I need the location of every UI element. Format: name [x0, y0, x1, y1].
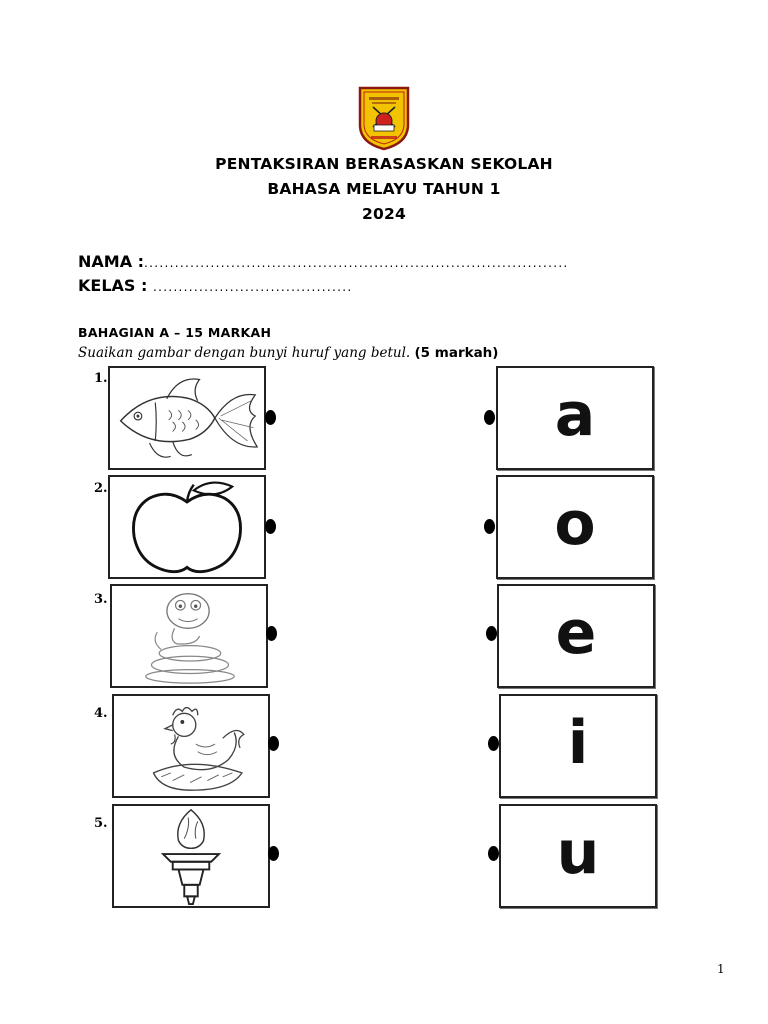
- letter-e: e: [555, 598, 597, 668]
- apple-icon: [110, 477, 264, 577]
- question-number: 5.: [94, 816, 108, 831]
- nama-label: NAMA :: [78, 252, 145, 271]
- nama-dots: ...................................................................................: [144, 256, 569, 270]
- connector-dot[interactable]: [484, 410, 495, 425]
- connector-dot[interactable]: [488, 846, 499, 861]
- school-logo: [357, 85, 411, 151]
- apple-picture: [108, 475, 266, 579]
- connector-dot[interactable]: [488, 736, 499, 751]
- instruction: [78, 345, 498, 361]
- kelas-dots: .......................................: [152, 280, 353, 294]
- question-number: 2.: [94, 481, 108, 496]
- letter-card[interactable]: [497, 584, 655, 688]
- connector-dot[interactable]: [486, 626, 497, 641]
- page-number: 1: [717, 962, 725, 976]
- letter-a: a: [554, 380, 596, 450]
- connector-dot[interactable]: [265, 410, 276, 425]
- fish-icon: [110, 368, 264, 468]
- snake-picture: [110, 584, 268, 688]
- kelas-field[interactable]: [78, 276, 352, 295]
- instruction-marks: (5 markah): [414, 345, 499, 361]
- hen-icon: [114, 696, 268, 796]
- title-year: 2024: [362, 205, 406, 223]
- kelas-label: KELAS :: [78, 276, 148, 295]
- letter-card[interactable]: [496, 475, 654, 579]
- letter-card[interactable]: [496, 366, 654, 470]
- hen-picture: [112, 694, 270, 798]
- connector-dot[interactable]: [484, 519, 495, 534]
- connector-dot[interactable]: [268, 736, 279, 751]
- letter-card[interactable]: [499, 694, 657, 798]
- torch-icon: [114, 806, 268, 906]
- question-number: 1.: [94, 371, 108, 386]
- letter-u: u: [556, 818, 600, 888]
- section-heading: BAHAGIAN A – 15 MARKAH: [78, 325, 272, 340]
- snake-icon: [112, 586, 266, 686]
- instruction-text: Suaikan gambar dengan bunyi huruf yang betul.: [78, 345, 415, 361]
- nama-field[interactable]: [78, 252, 569, 271]
- question-number: 3.: [94, 592, 108, 607]
- letter-i: i: [567, 708, 589, 778]
- connector-dot[interactable]: [266, 626, 277, 641]
- question-number: 4.: [94, 706, 108, 721]
- torch-picture: [112, 804, 270, 908]
- letter-card[interactable]: [499, 804, 657, 908]
- connector-dot[interactable]: [265, 519, 276, 534]
- connector-dot[interactable]: [268, 846, 279, 861]
- fish-picture: [108, 366, 266, 470]
- title-line-2: BAHASA MELAYU TAHUN 1: [267, 180, 501, 198]
- title-line-1: PENTAKSIRAN BERASASKAN SEKOLAH: [215, 155, 553, 173]
- letter-o: o: [554, 489, 596, 559]
